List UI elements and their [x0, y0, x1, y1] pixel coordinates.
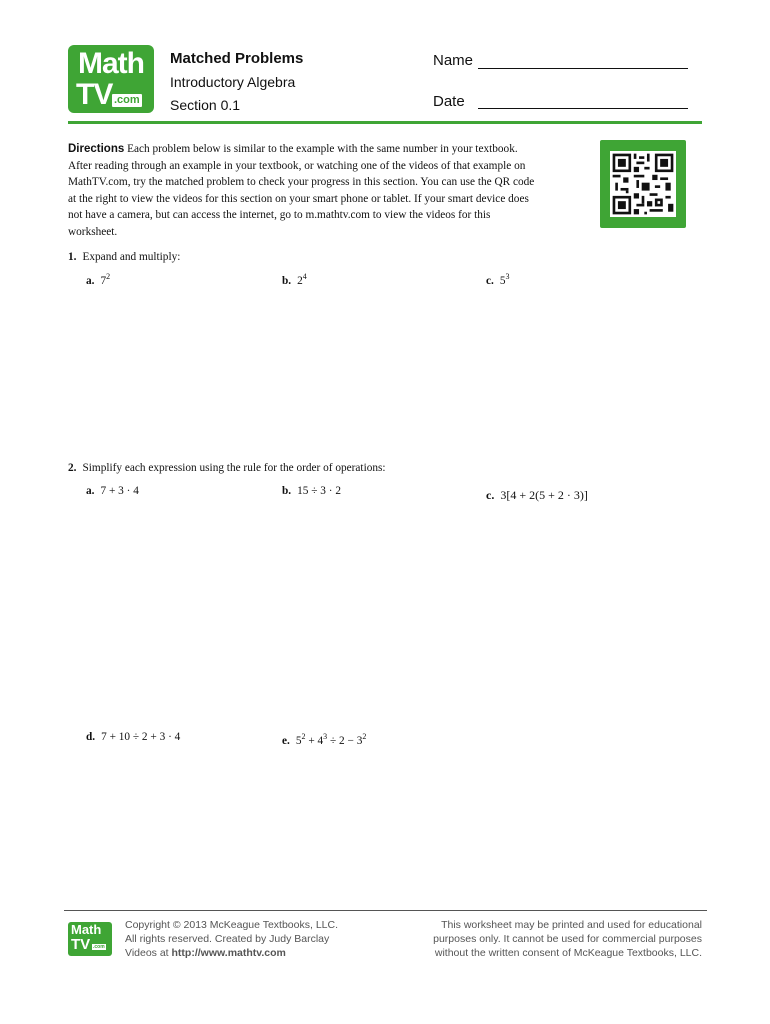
logo-text-tv: TV [76, 78, 113, 111]
logo-text-math: Math [78, 47, 144, 80]
mathtv-link[interactable]: http://www.mathtv.com [171, 947, 286, 959]
base: 5 [499, 275, 506, 287]
name-label: Name [433, 52, 474, 69]
problem-2c [486, 488, 588, 503]
exponent: 3 [323, 732, 328, 741]
expression: 3[4 + 2(5 + 2 · 3)] [500, 488, 588, 502]
worksheet-title: Matched Problems [170, 50, 304, 67]
directions-line: After reading through an example in your textbook, or watching one of the videos of that example on [68, 159, 526, 172]
exponent: 3 [505, 272, 510, 281]
videos-prefix: Videos at [125, 947, 172, 959]
copyright-line: Copyright © 2013 McKeague Textbooks, LLC. [125, 919, 338, 931]
exponent: 2 [106, 272, 111, 281]
mathtv-logo [68, 45, 154, 113]
expression: 7 + 3 · 4 [100, 485, 139, 497]
footer-logo [68, 922, 112, 956]
part-label: d. [86, 731, 96, 743]
problem-number: 2. [68, 462, 77, 474]
problem-instruction: Expand and multiply: [82, 251, 181, 263]
expression: 7 + 10 ÷ 2 + 3 · 4 [101, 731, 181, 743]
exponent: 2 [301, 732, 306, 741]
problem-instruction: Simplify each expression using the rule for the order of operations: [82, 462, 386, 474]
part-label: b. [282, 275, 292, 287]
footer-divider [64, 910, 707, 911]
problem-1-instruction [68, 251, 180, 263]
exponent: 2 [362, 732, 367, 741]
problem-2d [86, 731, 180, 743]
problem-number: 1. [68, 251, 77, 263]
qr-code[interactable] [600, 140, 686, 228]
section-label: Section 0.1 [170, 97, 241, 113]
header-divider [68, 121, 702, 124]
part-label: a. [86, 485, 95, 497]
footer-logo-math: Math [71, 922, 102, 937]
directions-line: worksheet. [68, 225, 118, 238]
footer-logo-com: .com [93, 944, 105, 950]
problem-1a [86, 272, 111, 287]
directions-block [68, 141, 588, 240]
problem-2-instruction [68, 462, 386, 474]
directions-label: Directions [68, 143, 125, 155]
expression: 15 ÷ 3 · 2 [297, 485, 341, 497]
directions-line: at the right to view the videos for this section on your smart phone or tablet. If your smart device does [68, 192, 529, 205]
base: 7 [100, 275, 107, 287]
term: 5 [295, 735, 302, 747]
usage-line: without the written consent of McKeague Textbooks, LLC. [434, 947, 702, 959]
rights-line: All rights reserved. Created by Judy Barclay [125, 933, 330, 945]
problem-1c [486, 272, 510, 287]
course-name: Introductory Algebra [170, 74, 296, 90]
footer-logo-tv: TV [71, 936, 91, 953]
date-field-line[interactable] [478, 108, 688, 109]
part-label: a. [86, 275, 95, 287]
footer-copyright [125, 918, 338, 960]
part-label: e. [282, 735, 290, 747]
part-label: c. [486, 275, 494, 287]
directions-line: MathTV.com, try the matched problem to check your progress in this section. You can use the QR code [68, 176, 535, 188]
problem-2b [282, 485, 341, 497]
directions-line: Each problem below is similar to the example with the same number in your textbook. [127, 143, 518, 155]
problem-2e [282, 732, 367, 747]
part-label: b. [282, 485, 292, 497]
date-label: Date [433, 93, 465, 110]
base: 2 [297, 275, 303, 287]
part-label: c. [486, 488, 495, 502]
usage-line: purposes only. It cannot be used for commercial purposes [433, 933, 702, 945]
logo-text-com: .com [114, 94, 140, 106]
problem-1b [282, 272, 307, 287]
name-field-line[interactable] [478, 68, 688, 69]
usage-line: This worksheet may be printed and used for educational [441, 919, 702, 931]
directions-line: not have a camera, but can access the internet, go to m.mathtv.com to view the videos for this [68, 209, 491, 221]
term: + 4 [305, 735, 324, 747]
problem-2a [86, 485, 139, 497]
term: ÷ 2 − 3 [327, 735, 363, 747]
footer-usage-note [402, 918, 702, 960]
exponent: 4 [302, 272, 307, 281]
qr-code-icon [610, 151, 676, 217]
